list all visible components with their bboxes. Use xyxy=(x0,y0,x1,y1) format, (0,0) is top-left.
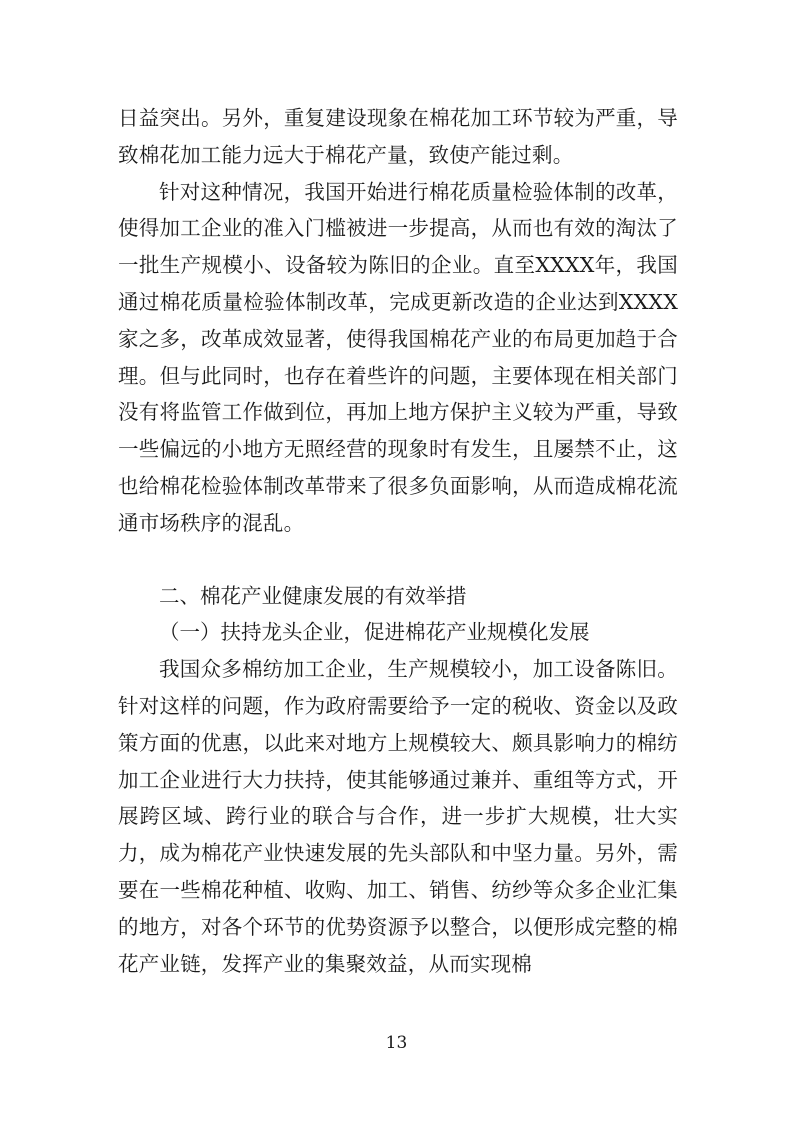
paragraph-subsection: 我国众多棉纺加工企业，生产规模较小，加工设备陈旧。针对这样的问题，作为政府需要给予一定的税收、资金以及政策方面的优惠，以此来对地方上规模较大、颇具影响力的棉纺加工企业进行大力扶持，使其能够通过兼并、重组等方式，开展跨区域、跨行业的联合与合作，进一步扩大规模，壮大实力，成为棉花产业快速发展的先头部队和中坚力量。另外，需要在一些棉花种植、收购、加工、销售、纺纱等众多企业汇集的地方，对各个环节的优势资源予以整合，以便形成完整的棉花产业链，发挥产业的集聚效益，从而实现棉 xyxy=(118,657,678,976)
paragraph-reform: 针对这种情况，我国开始进行棉花质量检验体制的改革，使得加工企业的准入门槛被进一步提高，从而也有效的淘汰了一批生产规模小、设备较为陈旧的企业。直至XXXX年，我国通过棉花质量检验体制改革，完成更新改造的企业达到XXXX家之多，改革成效显著，使得我国棉花产业的布局更加趋于合理。但与此同时，也存在着些许的问题，主要体现在相关部门没有将监管工作做到位，再加上地方保护主义较为严重，导致一些偏远的小地方无照经营的现象时有发生，且屡禁不止，这也给棉花检验体制改革带来了很多负面影响，从而造成棉花流通市场秩序的混乱。 xyxy=(118,179,678,535)
subsection-heading: （一）扶持龙头企业，促进棉花产业规模化发展 xyxy=(159,620,590,645)
section-heading: 二、棉花产业健康发展的有效举措 xyxy=(159,583,467,608)
paragraph-continuation: 日益突出。另外，重复建设现象在棉花加工环节较为严重，导致棉花加工能力远大于棉花产量，致使产能过剩。 xyxy=(118,106,678,167)
page-body xyxy=(118,100,678,982)
section-spacer xyxy=(118,542,678,578)
page-number: 13 xyxy=(385,1033,408,1053)
